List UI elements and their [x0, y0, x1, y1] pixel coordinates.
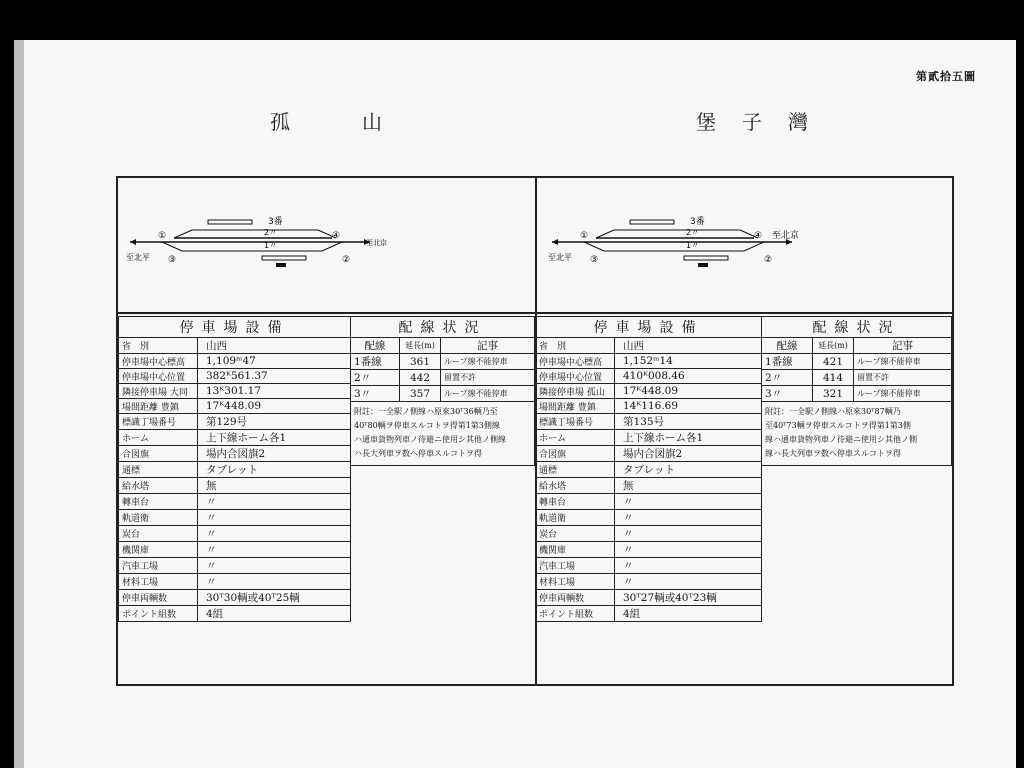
- facility-value: 〃: [198, 542, 351, 558]
- facility-row: [536, 430, 762, 446]
- track-length: 442: [400, 370, 441, 386]
- facility-row: [536, 494, 762, 510]
- facility-label: 停車場中心標高: [119, 354, 198, 369]
- remarks-cell: [351, 402, 535, 466]
- track-1-label: 1〃: [686, 241, 700, 250]
- facility-row: [119, 430, 351, 446]
- facility-row: [536, 574, 762, 590]
- document-page: [14, 40, 1016, 768]
- facility-row: [119, 462, 351, 478]
- tracks-title: 配線状況: [762, 317, 952, 338]
- facility-value: 〃: [615, 510, 762, 526]
- facility-row: [536, 510, 762, 526]
- track-row: [351, 370, 535, 386]
- facility-row: [119, 574, 351, 590]
- facility-row: [536, 542, 762, 558]
- station-building: [276, 263, 286, 267]
- remark-line: 附註：一全駅ノ側線ハ原來30ᵀ36輌乃至: [354, 407, 498, 416]
- facility-row: [536, 526, 762, 542]
- facility-value: 410ᴷ008.46: [615, 369, 762, 384]
- arrow-left-icon: [130, 239, 136, 245]
- track-length: 414: [813, 370, 854, 386]
- col-notes: 記事: [854, 338, 952, 354]
- switch-4: ④: [332, 231, 341, 241]
- facility-value: 場内合図旗2: [615, 446, 762, 462]
- tracks-title: 配線状況: [351, 317, 535, 338]
- remark-line: 至40ᵀ73輌ヲ停車スルコトヲ得第1第3側: [765, 421, 911, 430]
- track-note: 留置不許: [854, 370, 952, 386]
- facility-row: [119, 446, 351, 462]
- track-note: ループ線不能停車: [854, 354, 952, 370]
- facility-row: [536, 369, 762, 384]
- facilities-table-right: [535, 316, 762, 622]
- facility-value: 〃: [615, 558, 762, 574]
- remark-line: 線ハ通車貨物列車ノ待避ニ使用シ其他ノ側: [765, 435, 917, 444]
- facility-row: [119, 606, 351, 622]
- facility-label: 省 別: [119, 338, 198, 354]
- track-note: ループ線不能停車: [441, 354, 535, 370]
- facility-row: [119, 590, 351, 606]
- track-name: 1番線: [351, 354, 400, 370]
- tracks-table-right: [761, 316, 952, 466]
- facility-value: 〃: [198, 510, 351, 526]
- facility-label: 停車両輌数: [536, 590, 615, 606]
- facility-row: [119, 369, 351, 384]
- track-length: 321: [813, 386, 854, 402]
- facility-label: 機関庫: [119, 542, 198, 558]
- facility-value: 1,109ᵐ47: [198, 354, 351, 369]
- facility-value: 382ᴷ561.37: [198, 369, 351, 384]
- track-1-label: 1〃: [264, 241, 278, 250]
- facility-value: 13ᴷ301.17: [198, 384, 351, 399]
- facility-label: 軌道衛: [536, 510, 615, 526]
- facility-value: 山西: [615, 338, 762, 354]
- facility-label: 合図旗: [119, 446, 198, 462]
- facility-row: [119, 542, 351, 558]
- remark-line: 線ハ長大列車ヲ数ヘ停車スルコトヲ得: [765, 449, 901, 458]
- facility-label: 標識丁場番号: [536, 414, 615, 430]
- col-length: 延長(m): [400, 338, 441, 354]
- switch-2: ②: [342, 255, 351, 265]
- switch-2: ②: [764, 255, 773, 265]
- facility-value: 14ᴷ116.69: [615, 399, 762, 414]
- station-name-left: 孤 山: [270, 110, 408, 134]
- facility-label: 給水塔: [119, 478, 198, 494]
- facility-row: [536, 446, 762, 462]
- facility-label: 材料工場: [119, 574, 198, 590]
- facility-label: 場間距離 豊鎮: [119, 399, 198, 414]
- facility-label: 炭台: [119, 526, 198, 542]
- switch-4: ④: [754, 231, 763, 241]
- facility-row: [536, 354, 762, 369]
- facility-label: ポイント組数: [119, 606, 198, 622]
- facility-label: 省 別: [536, 338, 615, 354]
- track-name: 2〃: [762, 370, 813, 386]
- facility-label: 汽車工場: [536, 558, 615, 574]
- col-track: 配線: [762, 338, 813, 354]
- facility-label: 給水塔: [536, 478, 615, 494]
- col-length: 延長(m): [813, 338, 854, 354]
- main-frame: [116, 176, 954, 686]
- facility-value: 〃: [615, 494, 762, 510]
- facility-label: ポイント組数: [536, 606, 615, 622]
- switch-1: ①: [580, 231, 589, 241]
- facility-value: 17ᴷ448.09: [198, 399, 351, 414]
- facility-row: [119, 354, 351, 369]
- station-name-right: 堡子灣: [696, 110, 834, 134]
- facility-value: 〃: [615, 526, 762, 542]
- facility-value: タブレット: [615, 462, 762, 478]
- platform-3: [630, 220, 674, 224]
- facility-row: [119, 510, 351, 526]
- figure-label: 第貳拾五圖: [916, 70, 976, 83]
- track-row: [351, 386, 535, 402]
- facility-value: 1,152ᵐ14: [615, 354, 762, 369]
- facility-row: [536, 478, 762, 494]
- facility-row: [119, 494, 351, 510]
- facility-value: 〃: [198, 494, 351, 510]
- facility-label: 通標: [119, 462, 198, 478]
- facility-value: 場内合図旗2: [198, 446, 351, 462]
- track-2-label: 2〃: [686, 228, 700, 237]
- facility-value: タブレット: [198, 462, 351, 478]
- facility-value: 上下線ホーム各1: [198, 430, 351, 446]
- facility-label: 停車場中心位置: [536, 369, 615, 384]
- facility-value: 〃: [198, 574, 351, 590]
- facility-label: 合図旗: [536, 446, 615, 462]
- facility-row: [536, 606, 762, 622]
- track-name: 2〃: [351, 370, 400, 386]
- facility-label: 停車場中心標高: [536, 354, 615, 369]
- facility-value: 30ᵀ30輌或40ᵀ25輌: [198, 590, 351, 606]
- facility-label: 停車両輌数: [119, 590, 198, 606]
- track-row: [762, 354, 952, 370]
- facility-label: 通標: [536, 462, 615, 478]
- track-name: 1番線: [762, 354, 813, 370]
- facility-row: [536, 414, 762, 430]
- facility-row: [119, 414, 351, 430]
- track-row: [762, 370, 952, 386]
- remark-line: 40ᵀ80輌ヲ停車スルコトヲ得第1第3側線: [354, 421, 500, 430]
- track-note: ループ線不能停車: [854, 386, 952, 402]
- facility-row: [536, 399, 762, 414]
- facility-value: 無: [615, 478, 762, 494]
- facility-value: 山西: [198, 338, 351, 354]
- track-note: 留置不許: [441, 370, 535, 386]
- switch-1: ①: [158, 231, 167, 241]
- facility-label: 材料工場: [536, 574, 615, 590]
- track-diagram-right: [544, 208, 804, 278]
- facility-row: [536, 462, 762, 478]
- facility-label: ホーム: [536, 430, 615, 446]
- remark-line: ハ通車貨物列車ノ待避ニ使用シ其他ノ側線: [354, 435, 506, 444]
- diagram-divider: [118, 312, 952, 314]
- track-name: 3〃: [351, 386, 400, 402]
- switch-3: ③: [168, 255, 177, 265]
- facilities-title: 停車場設備: [536, 317, 762, 338]
- left-destination: 至北平: [126, 253, 150, 262]
- track-length: 361: [400, 354, 441, 370]
- track-diagram-left: [122, 208, 387, 278]
- track-name: 3〃: [762, 386, 813, 402]
- facility-row: [536, 384, 762, 399]
- facility-label: 標識丁場番号: [119, 414, 198, 430]
- remark-line: ハ長大列車ヲ数ヘ停車スルコトヲ得: [354, 449, 482, 458]
- facility-label: 隣接停車場 大同: [119, 384, 198, 399]
- remarks-cell: [762, 402, 952, 466]
- facility-value: 〃: [198, 526, 351, 542]
- facility-label: 轉車台: [119, 494, 198, 510]
- facility-label: 停車場中心位置: [119, 369, 198, 384]
- facility-label: 炭台: [536, 526, 615, 542]
- facilities-title: 停車場設備: [119, 317, 351, 338]
- track-3-label: 3番: [268, 217, 283, 227]
- track-length: 421: [813, 354, 854, 370]
- facility-label: ホーム: [119, 430, 198, 446]
- facility-row: [536, 590, 762, 606]
- facility-value: 4組: [615, 606, 762, 622]
- facility-row: [119, 478, 351, 494]
- facilities-table-left: [118, 316, 351, 622]
- facility-value: 30ᵀ27輌或40ᵀ23輌: [615, 590, 762, 606]
- right-destination: 至北京: [772, 231, 800, 241]
- track-2-label: 2〃: [264, 228, 278, 237]
- facility-value: 上下線ホーム各1: [615, 430, 762, 446]
- facility-label: 轉車台: [536, 494, 615, 510]
- facility-row: [119, 526, 351, 542]
- facility-value: 〃: [615, 574, 762, 590]
- right-destination: 至北京: [366, 239, 387, 247]
- facility-label: 隣接停車場 孤山: [536, 384, 615, 399]
- station-building: [698, 263, 708, 267]
- track-row: [351, 354, 535, 370]
- facility-value: 第129号: [198, 414, 351, 430]
- facility-value: 17ᴷ448.09: [615, 384, 762, 399]
- facility-row: [536, 338, 762, 354]
- facility-value: 〃: [198, 558, 351, 574]
- platform-1: [684, 256, 728, 260]
- platform-1: [262, 256, 306, 260]
- facility-label: 場間距離 豊鎮: [536, 399, 615, 414]
- facility-row: [119, 399, 351, 414]
- platform-3: [208, 220, 252, 224]
- facility-row: [119, 384, 351, 399]
- switch-3: ③: [590, 255, 599, 265]
- facility-value: 無: [198, 478, 351, 494]
- col-track: 配線: [351, 338, 400, 354]
- tracks-table-left: [350, 316, 535, 466]
- facility-row: [119, 558, 351, 574]
- facility-value: 4組: [198, 606, 351, 622]
- facility-value: 第135号: [615, 414, 762, 430]
- facility-label: 軌道衛: [119, 510, 198, 526]
- track-note: ループ線不能停車: [441, 386, 535, 402]
- facility-value: 〃: [615, 542, 762, 558]
- facility-label: 汽車工場: [119, 558, 198, 574]
- track-row: [762, 386, 952, 402]
- left-destination: 至北平: [548, 253, 572, 262]
- col-notes: 記事: [441, 338, 535, 354]
- facility-label: 機関庫: [536, 542, 615, 558]
- arrow-left-icon: [552, 239, 558, 245]
- facility-row: [536, 558, 762, 574]
- track-length: 357: [400, 386, 441, 402]
- remark-line: 附註：一全駅ノ側線ハ原來30ᵀ87輌乃: [765, 407, 901, 416]
- track-3-label: 3番: [690, 217, 705, 227]
- facility-row: [119, 338, 351, 354]
